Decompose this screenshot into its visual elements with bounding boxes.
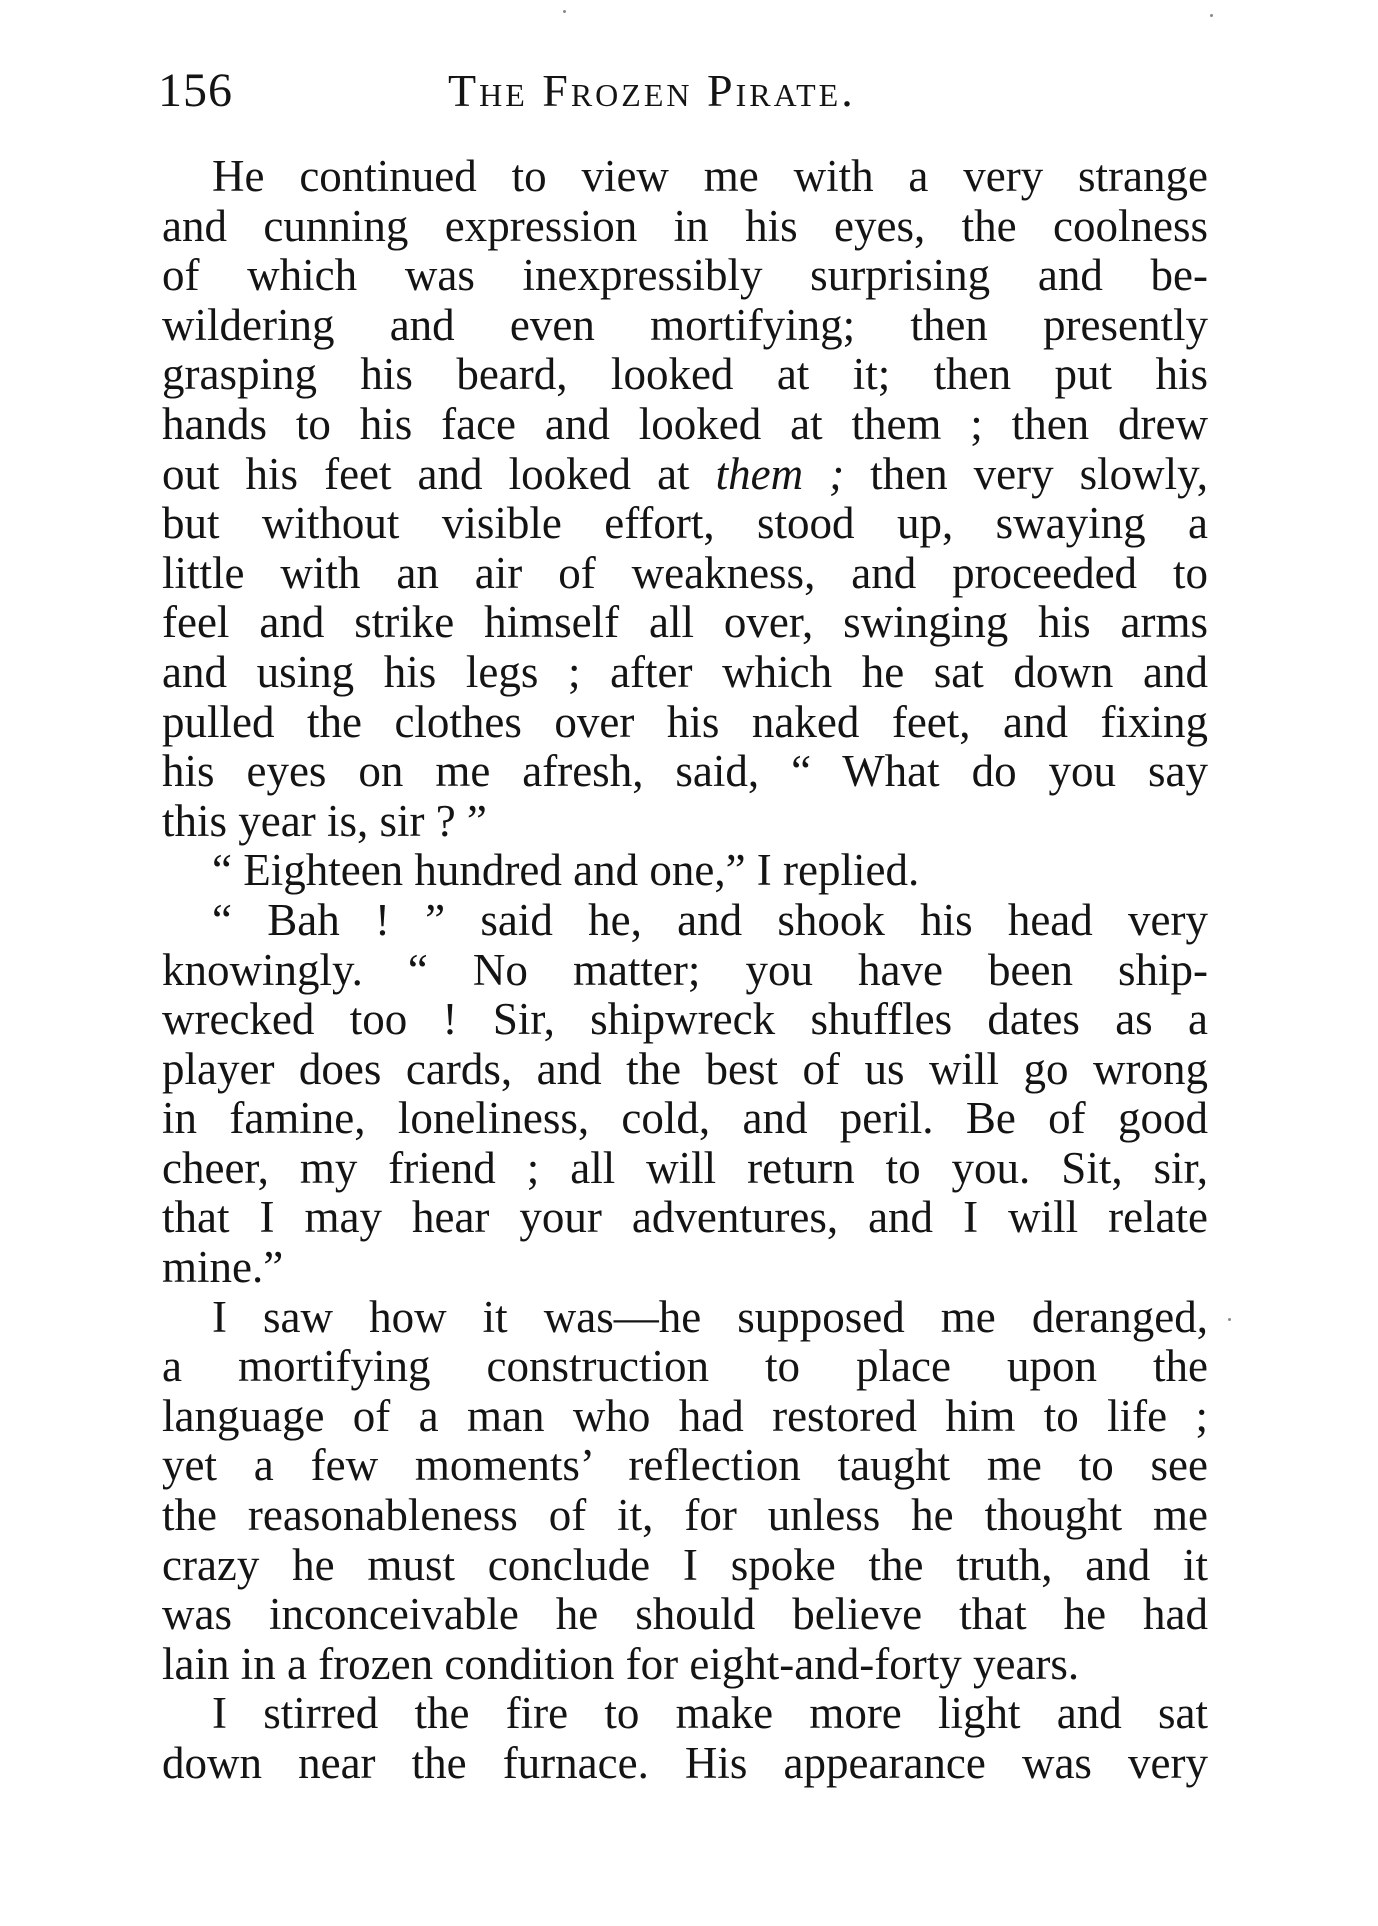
running-head <box>158 56 1208 126</box>
text-line: wrecked too ! Sir, shipwreck shuffles dates as a <box>162 994 1208 1045</box>
text-line: pulled the clothes over his naked feet, and fixing <box>162 696 1208 747</box>
text-line: in famine, loneliness, cold, and peril. Be of good <box>162 1093 1208 1144</box>
paragraph <box>162 896 1208 1293</box>
text-line: his eyes on me afresh, said, “ What do you say <box>162 746 1208 797</box>
text-line: was inconceivable he should believe that he had <box>162 1589 1208 1640</box>
print-speck <box>563 10 566 13</box>
text-line: cheer, my friend ; all will return to you. Sit, sir, <box>162 1142 1208 1193</box>
paragraph <box>162 1293 1208 1690</box>
text-line: hands to his face and looked at them ; then drew <box>162 398 1208 449</box>
text-fragment: out his feet and looked at <box>162 448 690 499</box>
text-line: but without visible effort, stood up, swaying a <box>162 498 1208 549</box>
text-line: little with an air of weakness, and proceeded to <box>162 547 1208 598</box>
text-line: lain in a frozen condition for eight-and-forty years. <box>162 1638 1080 1689</box>
body-text <box>162 152 1208 1789</box>
italic-emphasis: them ; <box>715 448 845 499</box>
text-line: knowingly. “ No matter; you have been ship- <box>162 944 1208 995</box>
paragraph <box>162 152 1208 846</box>
text-line: of which was inexpressibly surprising and be- <box>162 250 1208 301</box>
text-line: down near the furnace. His appearance was very <box>162 1738 1208 1788</box>
text-line: I saw how it was—he supposed me deranged, <box>212 1291 1208 1342</box>
print-speck <box>1228 1318 1231 1321</box>
text-line: that I may hear your adventures, and I will relate <box>162 1192 1208 1243</box>
print-speck <box>1210 14 1213 17</box>
text-line: player does cards, and the best of us will go wrong <box>162 1043 1208 1094</box>
text-line: He continued to view me with a very strange <box>212 151 1208 201</box>
text-line <box>162 450 1208 500</box>
text-line: wildering and even mortifying; then presently <box>162 299 1208 350</box>
text-line: “ Bah ! ” said he, and shook his head very <box>212 894 1208 945</box>
text-fragment: then very slowly, <box>870 448 1209 499</box>
book-title: The Frozen Pirate. <box>448 65 856 116</box>
text-line: this year is, sir ? ” <box>162 795 487 846</box>
text-line: a mortifying construction to place upon the <box>162 1341 1208 1392</box>
text-line: and using his legs ; after which he sat down and <box>162 646 1208 697</box>
text-line: and cunning expression in his eyes, the coolness <box>162 200 1208 251</box>
text-line: the reasonableness of it, for unless he thought me <box>162 1490 1208 1541</box>
paragraph <box>162 1689 1208 1788</box>
text-line: mine.” <box>162 1242 284 1293</box>
text-line: grasping his beard, looked at it; then put his <box>162 349 1208 400</box>
paragraph <box>162 846 1208 896</box>
text-line: crazy he must conclude I spoke the truth, and it <box>162 1539 1208 1590</box>
text-line: yet a few moments’ reflection taught me to see <box>162 1440 1208 1491</box>
text-line: feel and strike himself all over, swinging his arms <box>162 597 1208 648</box>
text-line: I stirred the fire to make more light and sat <box>212 1688 1208 1739</box>
text-line: language of a man who had restored him to life ; <box>162 1390 1208 1441</box>
text-line: “ Eighteen hundred and one,” I replied. <box>212 845 920 896</box>
page-number: 156 <box>158 64 233 117</box>
